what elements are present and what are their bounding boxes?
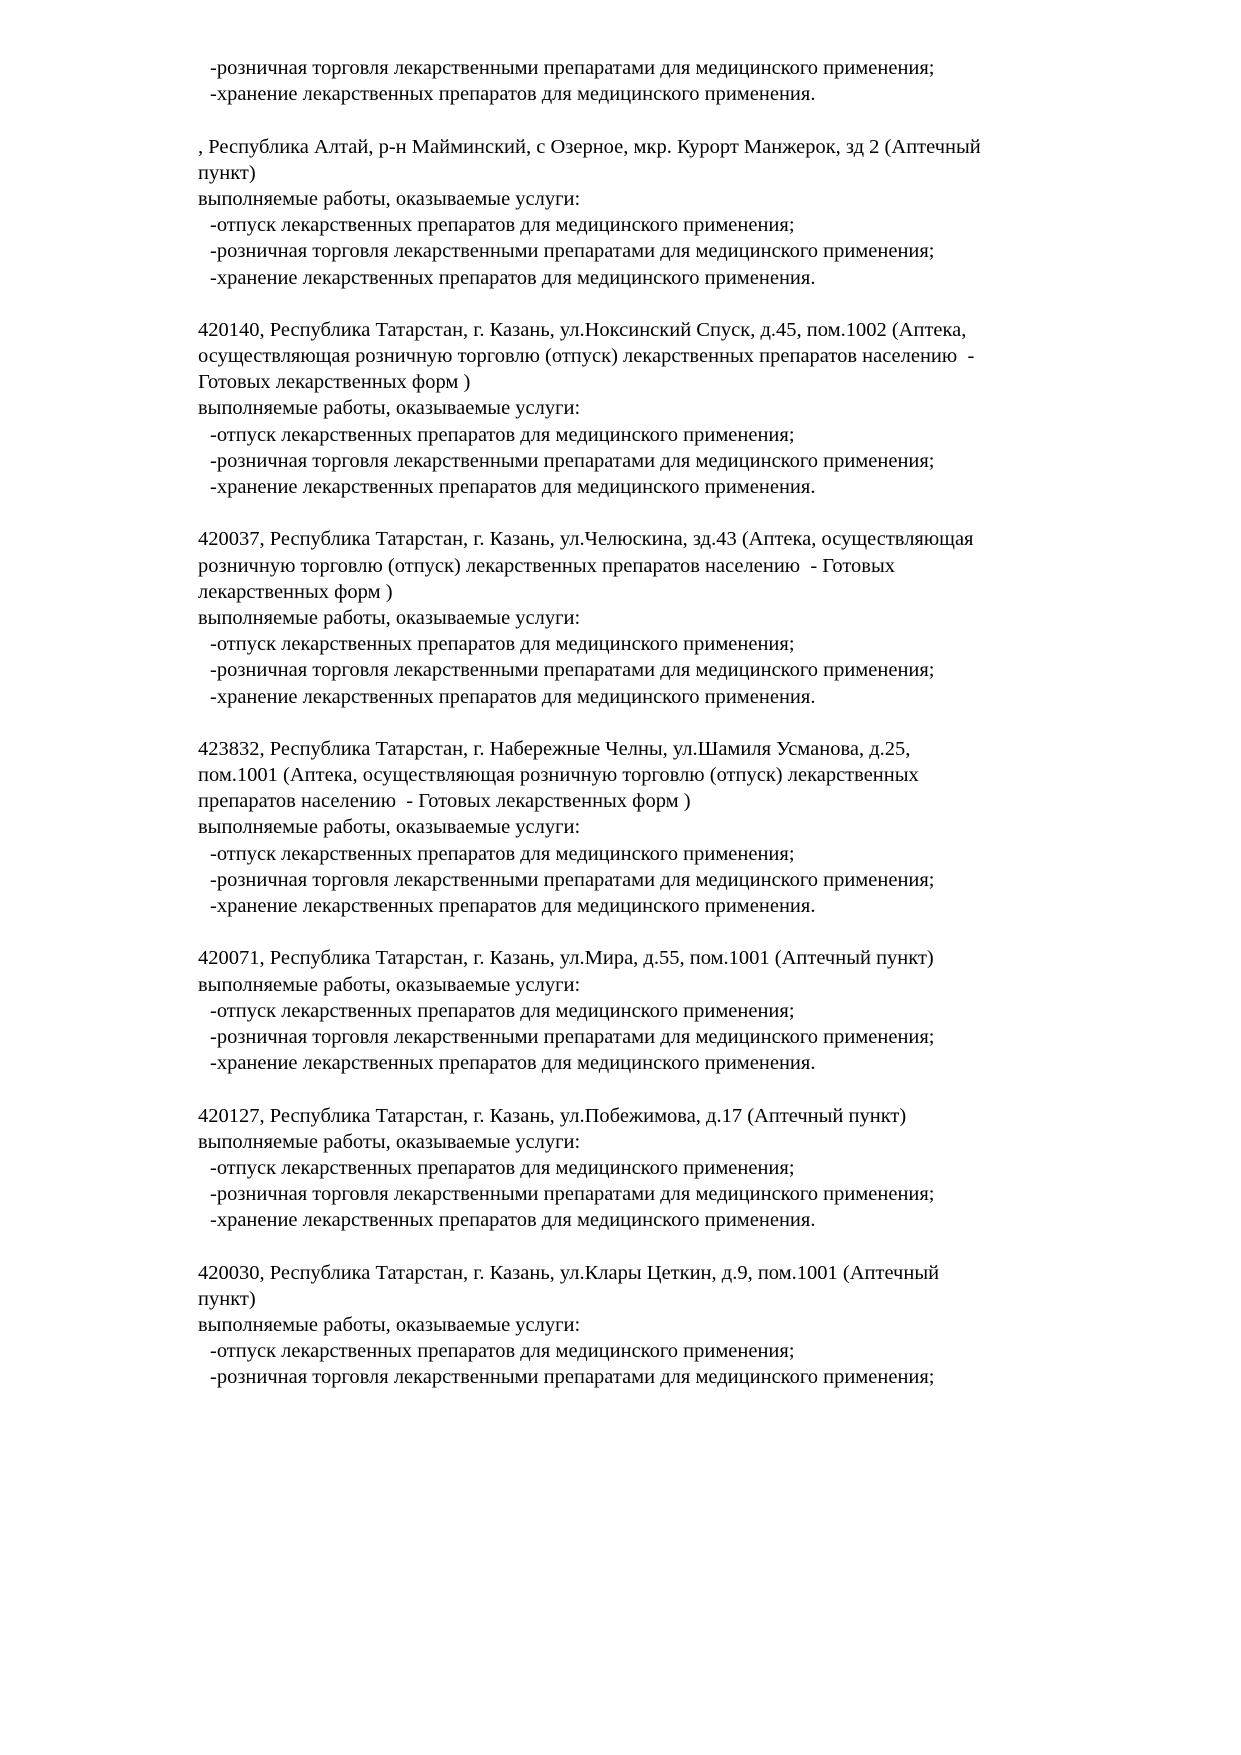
document-page	[198, 55, 981, 1391]
address-line: пом.1001 (Аптека, осуществляющая розничную торговлю (отпуск) лекарственных	[198, 764, 919, 787]
address-line: 420071, Республика Татарстан, г. Казань, ул.Мира, д.55, пом.1001 (Аптечный пункт)	[198, 947, 934, 970]
pharmacy-entry	[198, 1260, 981, 1391]
services-label: выполняемые работы, оказываемые услуги:	[198, 816, 581, 839]
spacer	[198, 107, 981, 133]
service-item: -хранение лекарственных препаратов для медицинского применения.	[210, 476, 816, 498]
pharmacy-entry	[198, 945, 981, 1076]
address-line: пункт)	[198, 161, 256, 184]
service-item: -отпуск лекарственных препаратов для медицинского применения;	[210, 633, 795, 656]
service-item: -хранение лекарственных препаратов для медицинского применения.	[210, 266, 816, 289]
services-label: выполняемые работы, оказываемые услуги:	[198, 606, 581, 629]
address-line: 420037, Республика Татарстан, г. Казань, ул.Челюскина, зд.43 (Аптека, осуществляющая	[198, 528, 974, 551]
service-item: -хранение лекарственных препаратов для медицинского применения.	[210, 1209, 816, 1232]
service-item: -розничная торговля лекарственными препаратами для медицинского применения;	[210, 659, 935, 682]
address-line: 423832, Республика Татарстан, г. Набережные Челны, ул.Шамиля Усманова, д.25,	[198, 737, 911, 760]
address-line: , Республика Алтай, р-н Майминский, с Озерное, мкр. Курорт Манжерок, зд 2 (Аптечный	[198, 135, 981, 158]
spacer	[198, 710, 981, 736]
service-item: -розничная торговля лекарственными препаратами для медицинского применения;	[210, 868, 935, 891]
address-line: пункт)	[198, 1287, 256, 1310]
services-label: выполняемые работы, оказываемые услуги:	[198, 1130, 581, 1153]
service-item: -розничная торговля лекарственными препаратами для медицинского применения;	[210, 57, 935, 79]
service-item: -хранение лекарственных препаратов для медицинского применения.	[210, 1052, 816, 1075]
services-label: выполняемые работы, оказываемые услуги:	[198, 397, 581, 420]
address-line: 420140, Республика Татарстан, г. Казань, ул.Ноксинский Спуск, д.45, пом.1002 (Аптека,	[198, 318, 967, 341]
service-item: -отпуск лекарственных препаратов для медицинского применения;	[210, 1340, 795, 1363]
address-line: розничную торговлю (отпуск) лекарственных препаратов населению - Готовых	[198, 554, 895, 577]
address-line: 420030, Республика Татарстан, г. Казань, ул.Клары Цеткин, д.9, пом.1001 (Аптечный	[198, 1261, 940, 1284]
service-item: -хранение лекарственных препаратов для медицинского применения.	[210, 83, 816, 106]
service-item: -розничная торговля лекарственными препаратами для медицинского применения;	[210, 449, 935, 472]
spacer	[198, 1076, 981, 1102]
pharmacy-entry	[198, 134, 981, 291]
service-item: -отпуск лекарственных препаратов для медицинского применения;	[210, 842, 795, 865]
address-line: лекарственных форм )	[198, 580, 393, 603]
address-line: препаратов населению - Готовых лекарственных форм )	[198, 790, 691, 813]
service-item: -розничная торговля лекарственными препаратами для медицинского применения;	[210, 1183, 935, 1206]
spacer	[198, 291, 981, 317]
spacer	[198, 919, 981, 945]
address-line: Готовых лекарственных форм )	[198, 371, 471, 394]
service-item: -отпуск лекарственных препаратов для медицинского применения;	[210, 1156, 795, 1179]
service-item: -хранение лекарственных препаратов для медицинского применения.	[210, 685, 816, 708]
service-item: -отпуск лекарственных препаратов для медицинского применения;	[210, 214, 795, 237]
services-label: выполняемые работы, оказываемые услуги:	[198, 1314, 581, 1336]
services-label: выполняемые работы, оказываемые услуги:	[198, 187, 581, 210]
service-item: -розничная торговля лекарственными препаратами для медицинского применения;	[210, 1366, 935, 1389]
service-item: -розничная торговля лекарственными препаратами для медицинского применения;	[210, 1025, 935, 1048]
pharmacy-entry	[198, 317, 981, 500]
service-item: -отпуск лекарственных препаратов для медицинского применения;	[210, 423, 795, 446]
pharmacy-entry	[198, 526, 981, 709]
pharmacy-entry	[198, 55, 981, 107]
address-line: осуществляющая розничную торговлю (отпуск) лекарственных препаратов населению -	[198, 345, 975, 368]
pharmacy-entry	[198, 1103, 981, 1234]
service-item: -розничная торговля лекарственными препаратами для медицинского применения;	[210, 240, 935, 263]
service-item: -отпуск лекарственных препаратов для медицинского применения;	[210, 999, 795, 1022]
pharmacy-entry	[198, 736, 981, 919]
address-line: 420127, Республика Татарстан, г. Казань, ул.Побежимова, д.17 (Аптечный пункт)	[198, 1104, 907, 1127]
services-label: выполняемые работы, оказываемые услуги:	[198, 973, 581, 996]
spacer	[198, 500, 981, 526]
service-item: -хранение лекарственных препаратов для медицинского применения.	[210, 895, 816, 917]
spacer	[198, 1233, 981, 1259]
